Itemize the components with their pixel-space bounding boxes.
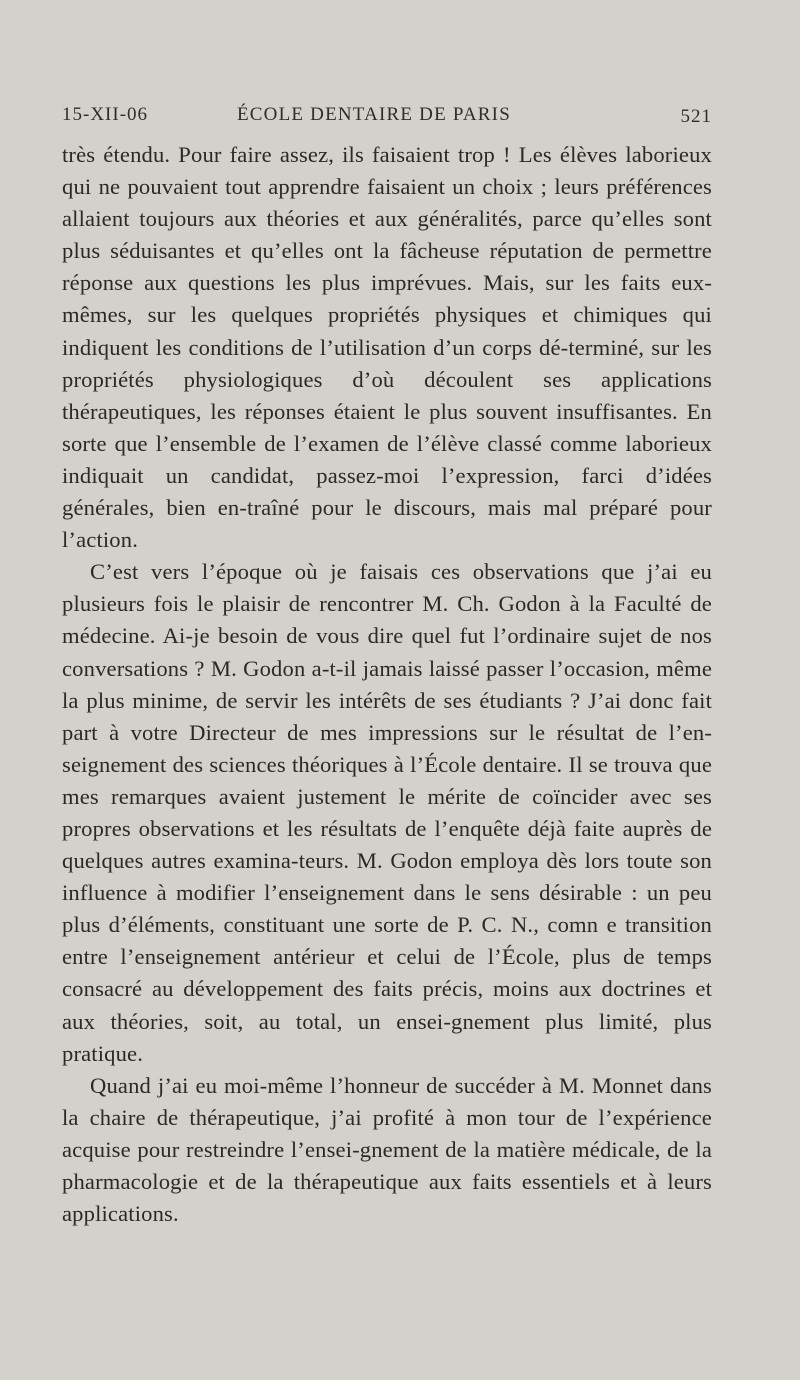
journal-title: ÉCOLE DENTAIRE DE PARIS [237, 104, 511, 125]
running-head [62, 104, 712, 134]
paragraph-godon: C’est vers l’époque où je faisais ces observations que j’ai eu plusieurs fois le plaisir de rencontrer M. Ch. Godon à la Faculté de médecine. Ai-je besoin de vous dire quel fut l’ordinaire sujet de nos conversations ? M. Godon a-t-il jamais laissé passer l’occasion, même la plus minime, de servir les intérêts de ses étudiants ? J’ai donc fait part à votre Directeur de mes impressions sur le résultat de l’en-seignement des sciences théoriques à l’École dentaire. Il se trouva que mes remarques avaient justement le mérite de coïncider avec ses propres observations et les résultats de l’enquête déjà faite auprès de quelques autres examina-teurs. M. Godon employa dès lors toute son influence à modifier l’enseignement dans le sens désirable : un peu plus d’éléments, constituant une sorte de P. C. N., comn e transition entre l’enseignement antérieur et celui de l’École, plus de temps consacré au développement des faits précis, moins aux doctrines et aux théories, soit, au total, un ensei-gnement plus limité, plus pratique. [62, 559, 712, 1066]
paragraph-continued: très étendu. Pour faire assez, ils faisaient trop ! Les élèves laborieux qui ne pouvaient tout apprendre faisaient un choix ; leurs préférences allaient toujours aux théories et aux généralités, parce qu’elles sont plus séduisantes et qu’elles ont la fâcheuse réputation de permettre réponse aux questions les plus imprévues. Mais, sur les faits eux-mêmes, sur les quelques propriétés physiques et chimiques qui indiquent les conditions de l’utilisation d’un corps dé-terminé, sur les propriétés physiologiques d’où découlent ses applications thérapeutiques, les réponses étaient le plus souvent insuffisantes. En sorte que l’ensemble de l’examen de l’élève classé comme laborieux indiquait un candidat, passez-moi l’expression, farci d’idées générales, bien en-traîné pour le discours, mais mal préparé pour l’action. [62, 142, 712, 553]
body-text [62, 139, 712, 1230]
page-number: 521 [680, 106, 712, 127]
issue-date: 15-XII-06 [62, 104, 149, 125]
paragraph-therapeutique: Quand j’ai eu moi-même l’honneur de succéder à M. Monnet dans la chaire de thérapeutique, j’ai profité à mon tour de l’expérience acquise pour restreindre l’ensei-gnement de la matière médicale, de la pharmacologie et de la thérapeutique aux faits essentiels et à leurs applications. [62, 1072, 712, 1227]
